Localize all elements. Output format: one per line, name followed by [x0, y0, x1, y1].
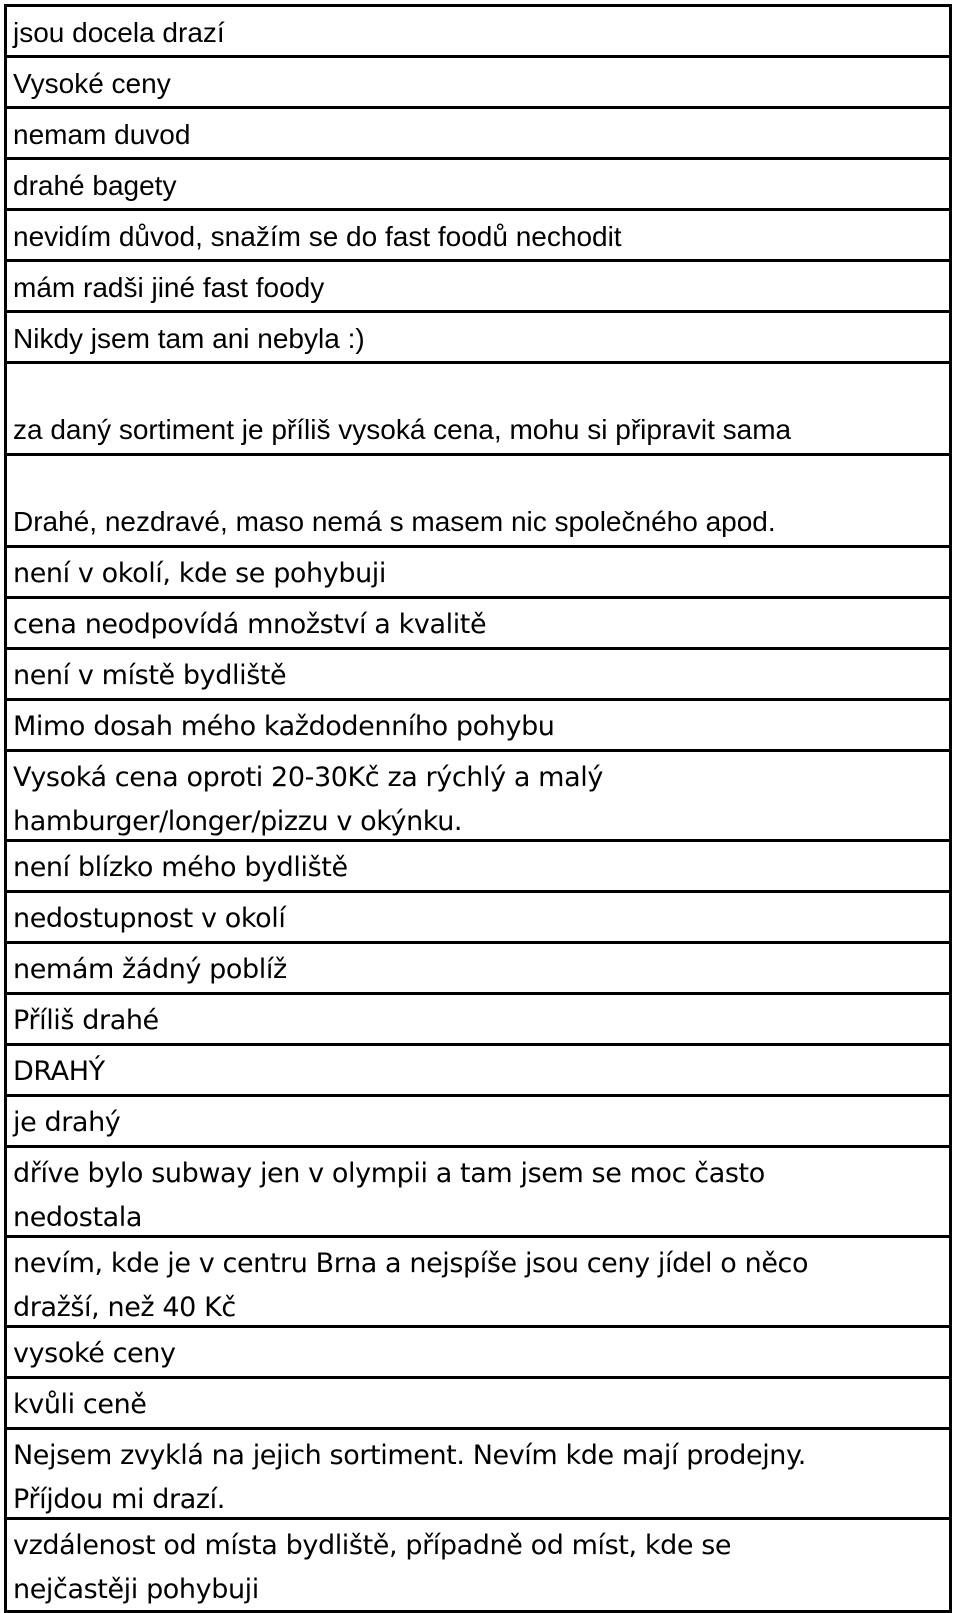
table-row: [7, 944, 949, 995]
cell-text: není v místě bydliště: [13, 660, 287, 691]
table-row: [7, 1379, 949, 1430]
cell-text: nevím, kde je v centru Brna a nejspíše jsou ceny jídel o něco: [13, 1248, 809, 1279]
cell-text: Mimo dosah mého každodenního pohybu: [13, 711, 555, 742]
cell-text: Drahé, nezdravé, maso nemá s masem nic společného apod.: [13, 506, 776, 537]
table-row: [7, 58, 949, 109]
table-row: [7, 1520, 949, 1610]
cell-text: Nikdy jsem tam ani nebyla :): [13, 323, 365, 354]
table-row: [7, 650, 949, 701]
cell-text: dříve bylo subway jen v olympii a tam jsem se moc často: [13, 1158, 765, 1189]
table-row: [7, 1430, 949, 1520]
cell-text: vzdálenost od místa bydliště, případně od míst, kde se: [13, 1530, 732, 1561]
cell-text: není v okolí, kde se pohybuji: [13, 558, 386, 589]
table-row: [7, 313, 949, 364]
cell-text: kvůli ceně: [13, 1389, 147, 1420]
cell-text: hamburger/longer/pizzu v okýnku.: [13, 806, 463, 837]
cell-text: nemám žádný poblíž: [13, 954, 287, 985]
cell-text: nejčastěji pohybuji: [13, 1574, 259, 1605]
cell-text: Příliš drahé: [13, 1005, 159, 1036]
table-row: [7, 7, 949, 58]
table-row: [7, 211, 949, 262]
table-row: [7, 548, 949, 599]
table-row: [7, 1238, 949, 1328]
table-row: [7, 1328, 949, 1379]
cell-text: vysoké ceny: [13, 1338, 176, 1369]
cell-text: dražší, než 40 Kč: [13, 1292, 236, 1323]
table-row: [7, 262, 949, 313]
table-row: [7, 893, 949, 944]
cell-text: za daný sortiment je příliš vysoká cena, mohu si připravit sama: [13, 414, 792, 445]
response-table: [4, 4, 952, 1613]
cell-text: není blízko mého bydliště: [13, 852, 348, 883]
table-row: [7, 456, 949, 548]
cell-text: cena neodpovídá množství a kvalitě: [13, 609, 487, 640]
cell-text: Vysoké ceny: [13, 68, 171, 99]
cell-text: jsou docela drazí: [13, 17, 225, 48]
cell-text: DRAHÝ: [13, 1056, 105, 1087]
cell-text: Vysoká cena oproti 20-30Kč za rýchlý a malý: [13, 762, 603, 793]
table-row: [7, 701, 949, 752]
table-row: [7, 599, 949, 650]
table-row: [7, 1046, 949, 1097]
table-row: [7, 364, 949, 456]
cell-text: Příjdou mi drazí.: [13, 1484, 225, 1515]
table-row: [7, 1148, 949, 1238]
table-row: [7, 752, 949, 842]
cell-text: nemam duvod: [13, 119, 191, 150]
cell-text: drahé bagety: [13, 170, 177, 201]
table-row: [7, 995, 949, 1046]
cell-text: nedostupnost v okolí: [13, 903, 286, 934]
table-row: [7, 842, 949, 893]
cell-text: nevidím důvod, snažím se do fast foodů nechodit: [13, 221, 622, 252]
table-row: [7, 160, 949, 211]
table-row: [7, 1097, 949, 1148]
table-row: [7, 109, 949, 160]
cell-text: Nejsem zvyklá na jejich sortiment. Nevím kde mají prodejny.: [13, 1440, 806, 1471]
cell-text: je drahý: [13, 1107, 121, 1138]
cell-text: nedostala: [13, 1202, 143, 1233]
cell-text: mám radši jiné fast foody: [13, 272, 325, 303]
